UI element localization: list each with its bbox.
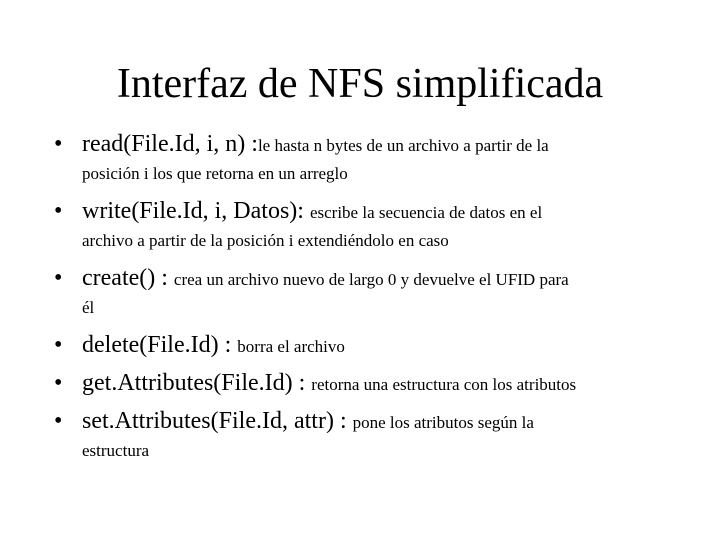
bullet-icon: • xyxy=(54,198,63,224)
item-signature: write(File.Id, i, Datos): xyxy=(82,198,310,224)
item-signature: read(File.Id, i, n) : xyxy=(82,131,258,157)
item-description-continued: posición i los que retorna en un arreglo xyxy=(82,164,348,183)
list-item-delete xyxy=(54,329,664,364)
list-item-set-attributes xyxy=(54,405,664,462)
item-description: crea un archivo nuevo de largo 0 y devuelve el UFID para xyxy=(173,270,569,289)
item-description: escribe la secuencia de datos en el xyxy=(309,203,543,222)
item-description-continued: él xyxy=(82,298,95,317)
list-item-read xyxy=(54,128,664,185)
item-description: pone los atributos según la xyxy=(352,413,534,432)
bullet-icon: • xyxy=(54,131,63,157)
item-description-continued: estructura xyxy=(82,441,150,460)
item-signature: get.Attributes(File.Id) : xyxy=(82,370,312,396)
list-item-write xyxy=(54,195,664,252)
item-description: borra el archivo xyxy=(237,337,345,356)
item-signature: create() : xyxy=(82,265,174,291)
item-signature: delete(File.Id) : xyxy=(82,332,238,358)
bullet-icon: • xyxy=(54,370,63,396)
item-description: retorna una estructura con los atributos xyxy=(311,375,577,394)
item-description-continued: archivo a partir de la posición i extendiéndolo en caso xyxy=(82,231,449,250)
bullet-list xyxy=(54,128,664,462)
item-signature: set.Attributes(File.Id, attr) : xyxy=(82,408,353,434)
item-description: le hasta n bytes de un archivo a partir de la xyxy=(257,136,549,155)
list-item-create xyxy=(54,262,664,319)
bullet-icon: • xyxy=(54,265,63,291)
bullet-icon: • xyxy=(54,408,63,434)
bullet-icon: • xyxy=(54,332,63,358)
list-item-get-attributes xyxy=(54,367,664,402)
slide-title: Interfaz de NFS simplificada xyxy=(116,61,604,107)
